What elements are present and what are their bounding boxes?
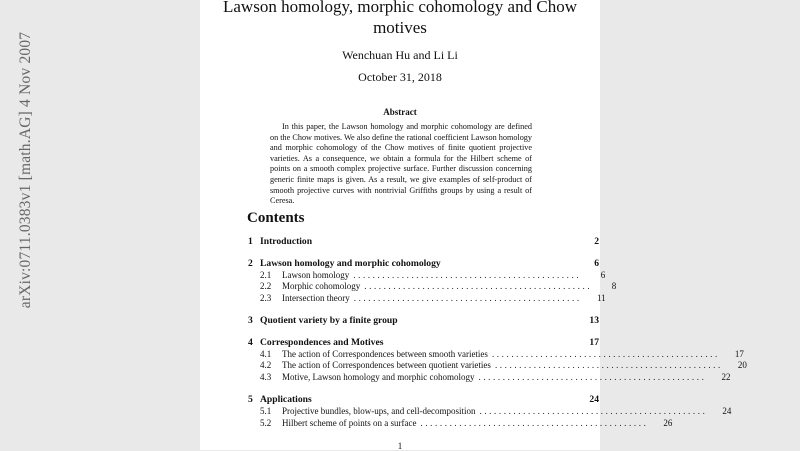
toc-section-4[interactable]: 4 Correspondences and Motives 17 <box>248 336 599 348</box>
toc-section-1[interactable]: 1 Introduction 2 <box>248 236 599 247</box>
toc-subsection-2-1[interactable]: 2.1 Lawson homology ............................................... 6 <box>260 269 606 280</box>
toc-subsection-4-1[interactable]: 4.1 The action of Correspondences between smooth varieties ............................................... 17 <box>260 348 744 359</box>
toc-subsection-2-2[interactable]: 2.2 Morphic cohomology ............................................... 8 <box>260 281 617 292</box>
toc-section-2[interactable]: 2 Lawson homology and morphic cohomology 6 <box>248 257 599 269</box>
arxiv-identifier: arXiv:0711.0383v1 [math.AG] 4 Nov 2007 <box>17 31 34 309</box>
toc-subsection-4-3[interactable]: 4.3 Motive, Lawson homology and morphic cohomology ............................................... 22 <box>260 372 731 383</box>
toc-subsection-5-1[interactable]: 5.1 Projective bundles, blow-ups, and cell-decomposition ............................................... 24 <box>260 405 732 416</box>
toc-section-3[interactable]: 3 Quotient variety by a finite group 13 <box>248 314 599 326</box>
toc-section-5[interactable]: 5 Applications 24 <box>248 393 599 405</box>
paper-title: Lawson homology, morphic cohomology and Chow motives <box>223 0 577 37</box>
toc-subsection-2-3[interactable]: 2.3 Intersection theory ............................................... 11 <box>260 293 606 304</box>
paper-authors: Wenchuan Hu and Li Li <box>342 48 458 62</box>
contents-heading: Contents <box>247 210 305 226</box>
toc-subsection-4-2[interactable]: 4.2 The action of Correspondences between quotient varieties ............................................... 20 <box>260 360 747 371</box>
paper-page <box>200 0 747 451</box>
toc-subsection-5-2[interactable]: 5.2 Hilbert scheme of points on a surface ............................................... 26 <box>260 417 673 428</box>
abstract-text: In this paper, the Lawson homology and morphic cohomology are defined on the Chow motives. We also define the rational coefficient Lawson homology and morphic cohomology of the Chow motives of finite quotient projective varieties. As a consequence, we obtain a formula for the Hilbert scheme of points on a smooth complex projective surface. Further discussion concerning generic finite maps is given. As a result, we give examples of self-product of smooth projective curves with nontrivial Griffiths groups by using a result of Ceresa. <box>270 122 532 206</box>
page-number: 1 <box>397 441 403 451</box>
table-of-contents <box>248 236 747 429</box>
abstract-heading: Abstract <box>383 107 417 117</box>
paper-date: October 31, 2018 <box>358 70 442 84</box>
